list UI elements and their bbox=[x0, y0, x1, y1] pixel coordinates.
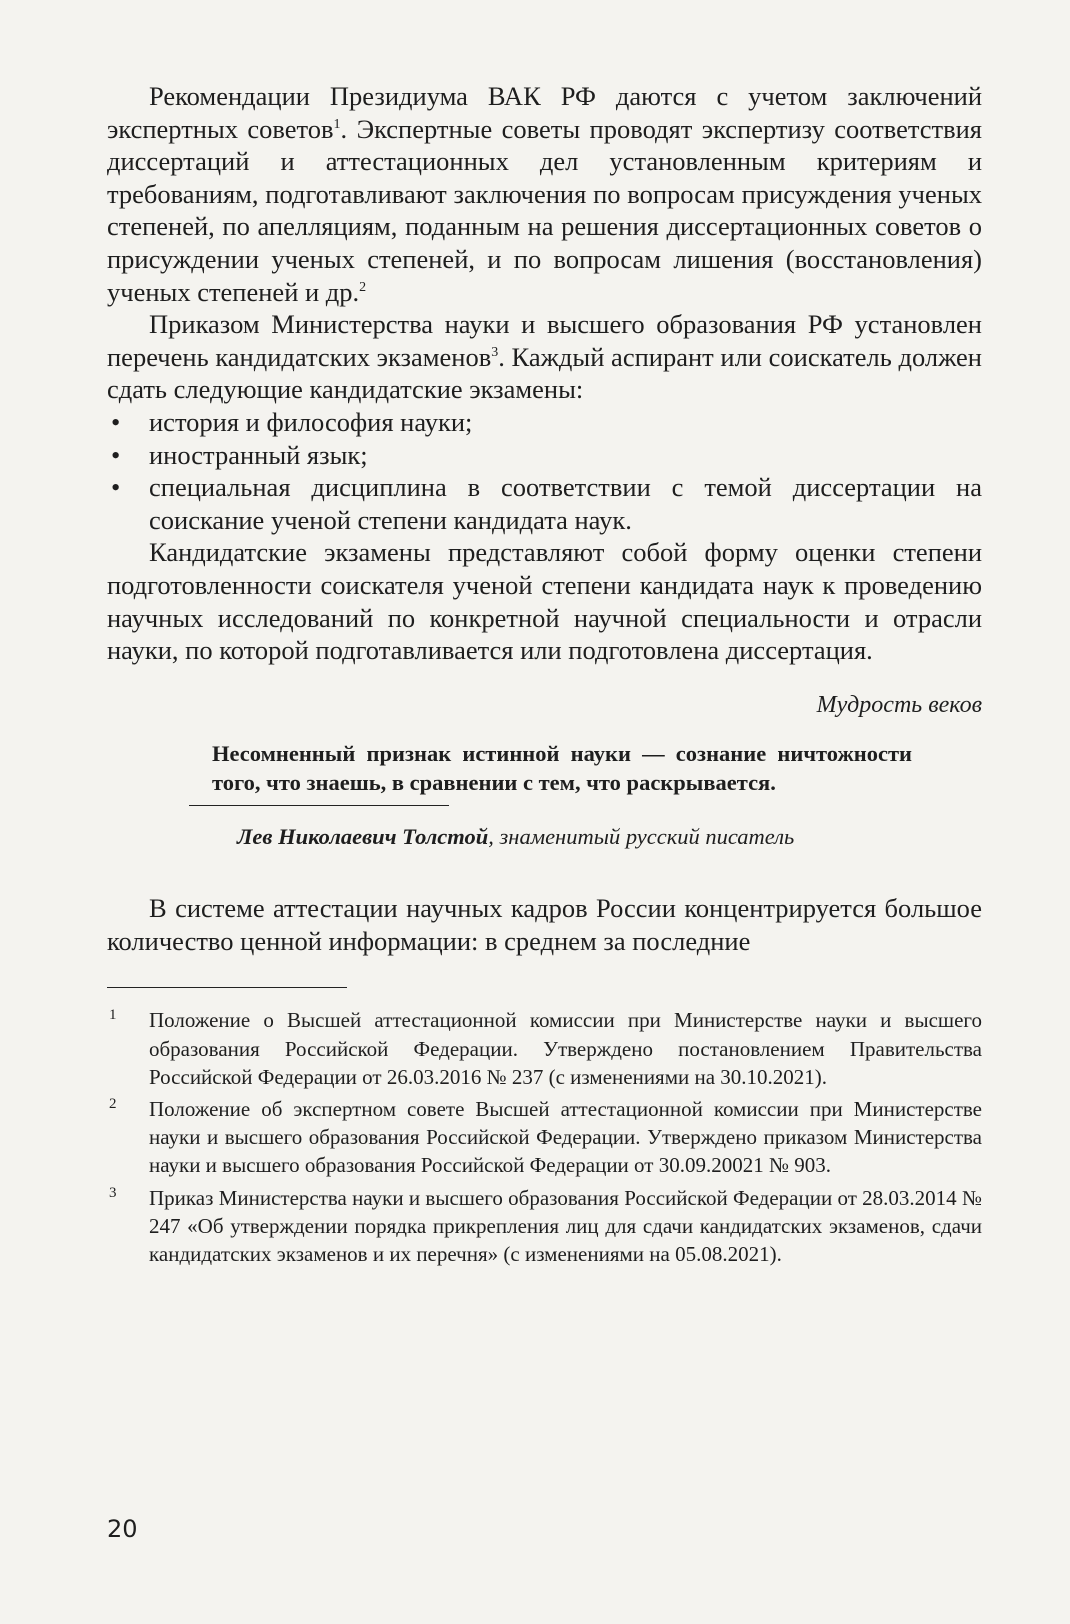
footnote-text: Приказ Министерства науки и высшего образования Российской Федерации от 28.03.2014 № 247 «Об утверждении порядка прикрепления лиц для сдачи кандидатских экзаменов, сдачи кандидатских экзаменов и их перечня» (с изменениями на 05.08.2021). bbox=[149, 1185, 982, 1267]
list-item bbox=[107, 439, 982, 472]
footnote-text: Положение об экспертном совете Высшей аттестационной комиссии при Министерстве науки и высшего образования Российской Федерации. Утверждено приказом Министерства науки и высшего образования Российской Федерации от 30.09.20021 № 903. bbox=[149, 1097, 982, 1178]
epigraph-author-desc: , знаменитый русский писатель bbox=[488, 824, 795, 850]
paragraph-2 bbox=[107, 308, 982, 406]
footnote-number: 2 bbox=[109, 1096, 117, 1113]
epigraph-quote: Несомненный признак истинной науки — сознание ничтожности того, что знаешь, в сравнении с тем, что раскрывается. bbox=[212, 741, 912, 796]
epigraph-author-name: Лев Николаевич Толстой bbox=[237, 824, 489, 850]
bullet-icon: • bbox=[111, 439, 121, 470]
paragraph-2-text-b: . Каждый аспирант или соискатель должен сдать следующие кандидатские экзамены: bbox=[107, 341, 982, 405]
list-item bbox=[107, 406, 982, 439]
paragraph-3: Кандидатские экзамены представляют собой форму оценки степени подготовленности соискателя ученой степени кандидата наук к проведению научных исследований по конкретной научной специальности и отрасли науки, по которой подготавливается или подготовлена диссертация. bbox=[107, 537, 982, 666]
footnote bbox=[107, 1006, 982, 1091]
exam-list bbox=[107, 406, 982, 536]
paragraph-4: В системе аттестации научных кадров России концентрируется большое количество ценной информации: в среднем за последние bbox=[107, 893, 982, 956]
list-item-text: специальная дисциплина в соответствии с темой диссертации на соискание ученой степени кандидата наук. bbox=[149, 472, 982, 535]
footnotes bbox=[107, 1006, 982, 1268]
footnote-text: Положение о Высшей аттестационной комиссии при Министерстве науки и высшего образования Российской Федерации. Утверждено постановлением Правительства Российской Федерации от 26.03.2016 № 237 (с изменениями на 30.10.2021). bbox=[149, 1008, 982, 1089]
epigraph-divider bbox=[189, 805, 449, 806]
list-item bbox=[107, 471, 982, 536]
page-number: 20 bbox=[107, 1515, 138, 1543]
paragraph-2-text-a: Приказом Министерства науки и высшего образования РФ установлен перечень кандидатских экзаменов bbox=[107, 309, 982, 372]
footnote-ref-2: 2 bbox=[359, 279, 367, 295]
footnote-ref-1: 1 bbox=[333, 116, 341, 132]
footnote-number: 3 bbox=[109, 1184, 117, 1201]
paragraph-1 bbox=[107, 80, 982, 308]
epigraph-label: Мудрость веков bbox=[816, 691, 982, 718]
bullet-icon: • bbox=[111, 472, 121, 503]
footnote bbox=[107, 1095, 982, 1180]
paragraph-1-text-b: . Экспертные советы проводят экспертизу соответствия диссертаций и аттестационных дел установленным критериям и требованиям, подготавливают заключения по вопросам присуждения ученых степеней, по апелляциям, поданным на решения диссертационных советов о присуждении ученых степеней, и по вопросам лишения (восстановления) ученых степеней и др. bbox=[107, 113, 982, 307]
epigraph-author bbox=[237, 822, 912, 852]
list-item-text: иностранный язык; bbox=[149, 439, 368, 470]
bullet-icon: • bbox=[111, 406, 121, 437]
list-item-text: история и философия науки; bbox=[149, 406, 473, 437]
footnote-divider bbox=[107, 987, 347, 988]
footnote bbox=[107, 1184, 982, 1269]
footnote-number: 1 bbox=[109, 1007, 117, 1024]
paragraph-1-text-a: Рекомендации Президиума ВАК РФ даются с учетом заключений экспертных советов bbox=[107, 81, 982, 144]
main-text bbox=[107, 80, 982, 1272]
footnote-ref-3: 3 bbox=[491, 344, 499, 360]
